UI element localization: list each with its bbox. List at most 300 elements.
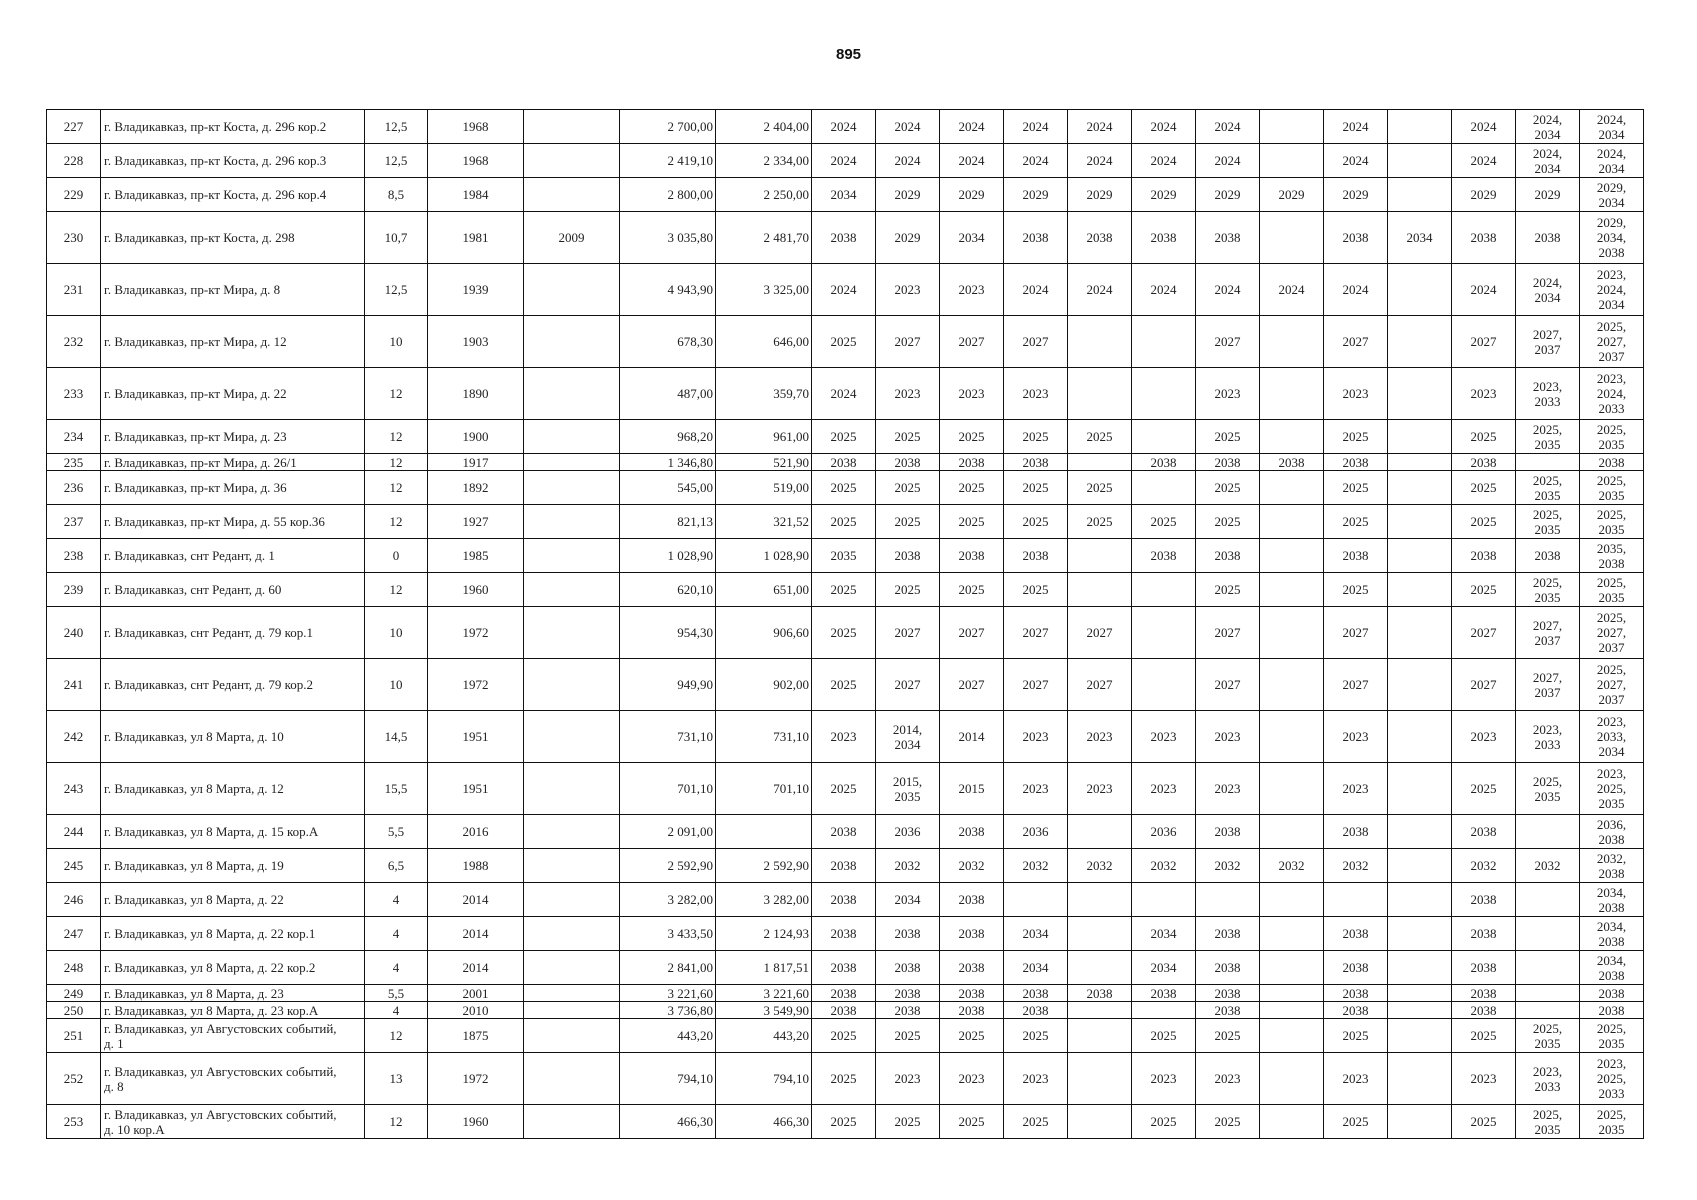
col-4-cell: 1985 bbox=[428, 539, 524, 573]
col-3-cell: 12 bbox=[365, 573, 428, 607]
col-4-cell: 1972 bbox=[428, 607, 524, 659]
area-living-cell: 961,00 bbox=[716, 420, 812, 454]
row-number-cell: 238 bbox=[47, 539, 101, 573]
col-9-cell: 2034 bbox=[876, 883, 940, 917]
address-cell: г. Владикавказ, пр-кт Мира, д. 22 bbox=[101, 368, 365, 420]
col-17-cell bbox=[1388, 539, 1452, 573]
col-19-cell: 2027, 2037 bbox=[1516, 659, 1580, 711]
col-12-cell bbox=[1068, 573, 1132, 607]
table-row bbox=[47, 1002, 1644, 1019]
col-9-cell: 2027 bbox=[876, 659, 940, 711]
address-cell: г. Владикавказ, пр-кт Мира, д. 8 bbox=[101, 264, 365, 316]
col-17-cell bbox=[1388, 178, 1452, 212]
col-5-cell bbox=[524, 1105, 620, 1139]
col-4-cell: 1927 bbox=[428, 505, 524, 539]
area-total-cell: 794,10 bbox=[620, 1053, 716, 1105]
col-3-cell: 0 bbox=[365, 539, 428, 573]
address-cell: г. Владикавказ, пр-кт Коста, д. 296 кор.4 bbox=[101, 178, 365, 212]
col-12-cell: 2038 bbox=[1068, 985, 1132, 1002]
address-cell: г. Владикавказ, ул Августовских событий, д. 10 кор.А bbox=[101, 1105, 365, 1139]
address-cell: г. Владикавказ, ул Августовских событий, д. 1 bbox=[101, 1019, 365, 1053]
col-4-cell: 2010 bbox=[428, 1002, 524, 1019]
col-15-cell bbox=[1260, 1002, 1324, 1019]
col-4-cell: 1968 bbox=[428, 144, 524, 178]
col-8-cell: 2025 bbox=[812, 763, 876, 815]
col-17-cell bbox=[1388, 763, 1452, 815]
col-16-cell: 2024 bbox=[1324, 264, 1388, 316]
row-number-cell: 252 bbox=[47, 1053, 101, 1105]
col-8-cell: 2038 bbox=[812, 917, 876, 951]
col-16-cell: 2027 bbox=[1324, 659, 1388, 711]
area-living-cell: 794,10 bbox=[716, 1053, 812, 1105]
col-11-cell: 2025 bbox=[1004, 1019, 1068, 1053]
col-13-cell: 2029 bbox=[1132, 178, 1196, 212]
col-12-cell bbox=[1068, 539, 1132, 573]
col-13-cell bbox=[1132, 420, 1196, 454]
col-9-cell: 2038 bbox=[876, 951, 940, 985]
col-10-cell: 2025 bbox=[940, 1105, 1004, 1139]
area-living-cell: 2 404,00 bbox=[716, 110, 812, 144]
page-number: 895 bbox=[835, 46, 862, 63]
col-4-cell: 1972 bbox=[428, 1053, 524, 1105]
col-16-cell: 2038 bbox=[1324, 985, 1388, 1002]
col-8-cell: 2038 bbox=[812, 951, 876, 985]
col-8-cell: 2025 bbox=[812, 1105, 876, 1139]
col-19-cell bbox=[1516, 815, 1580, 849]
address-cell: г. Владикавказ, ул 8 Марта, д. 12 bbox=[101, 763, 365, 815]
col-11-cell: 2034 bbox=[1004, 951, 1068, 985]
col-12-cell bbox=[1068, 1002, 1132, 1019]
col-8-cell: 2025 bbox=[812, 471, 876, 505]
col-11-cell: 2027 bbox=[1004, 316, 1068, 368]
col-5-cell bbox=[524, 539, 620, 573]
col-13-cell bbox=[1132, 573, 1196, 607]
table-row bbox=[47, 368, 1644, 420]
area-living-cell: 466,30 bbox=[716, 1105, 812, 1139]
col-9-cell: 2029 bbox=[876, 178, 940, 212]
table-row bbox=[47, 711, 1644, 763]
area-total-cell: 731,10 bbox=[620, 711, 716, 763]
col-17-cell bbox=[1388, 316, 1452, 368]
col-12-cell bbox=[1068, 815, 1132, 849]
col-19-cell bbox=[1516, 985, 1580, 1002]
col-5-cell bbox=[524, 1002, 620, 1019]
col-4-cell: 1890 bbox=[428, 368, 524, 420]
col-5-cell bbox=[524, 420, 620, 454]
col-14-cell: 2025 bbox=[1196, 573, 1260, 607]
col-13-cell bbox=[1132, 607, 1196, 659]
col-5-cell bbox=[524, 763, 620, 815]
col-12-cell: 2027 bbox=[1068, 607, 1132, 659]
col-15-cell bbox=[1260, 711, 1324, 763]
col-3-cell: 12 bbox=[365, 454, 428, 471]
col-18-cell: 2027 bbox=[1452, 316, 1516, 368]
col-8-cell: 2024 bbox=[812, 264, 876, 316]
col-13-cell: 2024 bbox=[1132, 110, 1196, 144]
col-18-cell: 2023 bbox=[1452, 711, 1516, 763]
col-19-cell: 2023, 2033 bbox=[1516, 368, 1580, 420]
col-11-cell: 2023 bbox=[1004, 763, 1068, 815]
area-total-cell: 3 035,80 bbox=[620, 212, 716, 264]
col-14-cell: 2024 bbox=[1196, 110, 1260, 144]
col-3-cell: 12,5 bbox=[365, 144, 428, 178]
col-20-cell: 2025, 2035 bbox=[1580, 1105, 1644, 1139]
area-total-cell: 443,20 bbox=[620, 1019, 716, 1053]
col-10-cell: 2038 bbox=[940, 539, 1004, 573]
address-cell: г. Владикавказ, ул 8 Марта, д. 15 кор.А bbox=[101, 815, 365, 849]
col-18-cell: 2038 bbox=[1452, 212, 1516, 264]
col-10-cell: 2025 bbox=[940, 573, 1004, 607]
col-10-cell: 2027 bbox=[940, 607, 1004, 659]
col-3-cell: 5,5 bbox=[365, 815, 428, 849]
col-5-cell bbox=[524, 607, 620, 659]
col-12-cell: 2023 bbox=[1068, 763, 1132, 815]
col-13-cell: 2038 bbox=[1132, 985, 1196, 1002]
col-13-cell: 2023 bbox=[1132, 763, 1196, 815]
col-19-cell: 2027, 2037 bbox=[1516, 607, 1580, 659]
col-15-cell bbox=[1260, 573, 1324, 607]
col-14-cell: 2038 bbox=[1196, 917, 1260, 951]
area-total-cell: 954,30 bbox=[620, 607, 716, 659]
col-11-cell: 2027 bbox=[1004, 659, 1068, 711]
col-3-cell: 12 bbox=[365, 505, 428, 539]
col-15-cell bbox=[1260, 917, 1324, 951]
table-row bbox=[47, 110, 1644, 144]
col-13-cell: 2024 bbox=[1132, 264, 1196, 316]
col-17-cell bbox=[1388, 1105, 1452, 1139]
col-15-cell bbox=[1260, 1019, 1324, 1053]
col-20-cell: 2025, 2027, 2037 bbox=[1580, 607, 1644, 659]
col-20-cell: 2025, 2035 bbox=[1580, 1019, 1644, 1053]
col-8-cell: 2038 bbox=[812, 815, 876, 849]
col-10-cell: 2027 bbox=[940, 316, 1004, 368]
col-20-cell: 2038 bbox=[1580, 1002, 1644, 1019]
col-15-cell bbox=[1260, 144, 1324, 178]
col-16-cell: 2023 bbox=[1324, 711, 1388, 763]
col-16-cell: 2038 bbox=[1324, 815, 1388, 849]
col-11-cell: 2027 bbox=[1004, 607, 1068, 659]
col-16-cell: 2025 bbox=[1324, 505, 1388, 539]
col-12-cell: 2023 bbox=[1068, 711, 1132, 763]
col-20-cell: 2025, 2027, 2037 bbox=[1580, 659, 1644, 711]
col-11-cell: 2024 bbox=[1004, 144, 1068, 178]
area-total-cell: 949,90 bbox=[620, 659, 716, 711]
col-16-cell: 2032 bbox=[1324, 849, 1388, 883]
col-14-cell: 2025 bbox=[1196, 1019, 1260, 1053]
col-4-cell: 1968 bbox=[428, 110, 524, 144]
col-16-cell: 2027 bbox=[1324, 607, 1388, 659]
col-17-cell bbox=[1388, 985, 1452, 1002]
area-living-cell: 2 592,90 bbox=[716, 849, 812, 883]
col-10-cell: 2014 bbox=[940, 711, 1004, 763]
row-number-cell: 237 bbox=[47, 505, 101, 539]
address-cell: г. Владикавказ, снт Редант, д. 79 кор.1 bbox=[101, 607, 365, 659]
col-14-cell: 2029 bbox=[1196, 178, 1260, 212]
col-13-cell bbox=[1132, 659, 1196, 711]
col-4-cell: 1903 bbox=[428, 316, 524, 368]
col-15-cell: 2024 bbox=[1260, 264, 1324, 316]
col-19-cell: 2023, 2033 bbox=[1516, 711, 1580, 763]
col-17-cell bbox=[1388, 917, 1452, 951]
col-4-cell: 1960 bbox=[428, 1105, 524, 1139]
col-18-cell: 2025 bbox=[1452, 1105, 1516, 1139]
area-living-cell: 1 817,51 bbox=[716, 951, 812, 985]
col-8-cell: 2038 bbox=[812, 985, 876, 1002]
col-11-cell: 2036 bbox=[1004, 815, 1068, 849]
col-12-cell: 2024 bbox=[1068, 264, 1132, 316]
col-16-cell: 2038 bbox=[1324, 212, 1388, 264]
row-number-cell: 246 bbox=[47, 883, 101, 917]
row-number-cell: 244 bbox=[47, 815, 101, 849]
col-5-cell bbox=[524, 917, 620, 951]
col-17-cell bbox=[1388, 144, 1452, 178]
col-19-cell: 2024, 2034 bbox=[1516, 144, 1580, 178]
col-12-cell bbox=[1068, 316, 1132, 368]
col-13-cell: 2034 bbox=[1132, 917, 1196, 951]
col-10-cell: 2038 bbox=[940, 1002, 1004, 1019]
col-5-cell bbox=[524, 815, 620, 849]
col-3-cell: 12 bbox=[365, 1105, 428, 1139]
area-living-cell: 2 124,93 bbox=[716, 917, 812, 951]
col-10-cell: 2025 bbox=[940, 1019, 1004, 1053]
area-living-cell: 651,00 bbox=[716, 573, 812, 607]
table-row bbox=[47, 1019, 1644, 1053]
col-19-cell: 2029 bbox=[1516, 178, 1580, 212]
col-8-cell: 2025 bbox=[812, 420, 876, 454]
address-cell: г. Владикавказ, снт Редант, д. 79 кор.2 bbox=[101, 659, 365, 711]
col-15-cell bbox=[1260, 763, 1324, 815]
col-19-cell: 2025, 2035 bbox=[1516, 763, 1580, 815]
col-14-cell: 2032 bbox=[1196, 849, 1260, 883]
col-16-cell: 2038 bbox=[1324, 917, 1388, 951]
row-number-cell: 239 bbox=[47, 573, 101, 607]
col-14-cell: 2027 bbox=[1196, 316, 1260, 368]
col-18-cell: 2025 bbox=[1452, 505, 1516, 539]
col-5-cell: 2009 bbox=[524, 212, 620, 264]
col-19-cell: 2038 bbox=[1516, 212, 1580, 264]
address-cell: г. Владикавказ, пр-кт Мира, д. 55 кор.36 bbox=[101, 505, 365, 539]
col-16-cell bbox=[1324, 883, 1388, 917]
col-14-cell: 2025 bbox=[1196, 1105, 1260, 1139]
table-row bbox=[47, 505, 1644, 539]
col-15-cell: 2032 bbox=[1260, 849, 1324, 883]
col-19-cell: 2038 bbox=[1516, 539, 1580, 573]
col-10-cell: 2025 bbox=[940, 471, 1004, 505]
col-8-cell: 2025 bbox=[812, 1019, 876, 1053]
col-11-cell: 2038 bbox=[1004, 1002, 1068, 1019]
col-8-cell: 2024 bbox=[812, 110, 876, 144]
row-number-cell: 250 bbox=[47, 1002, 101, 1019]
col-15-cell bbox=[1260, 420, 1324, 454]
col-12-cell: 2025 bbox=[1068, 420, 1132, 454]
housing-table bbox=[46, 109, 1644, 1139]
col-14-cell: 2038 bbox=[1196, 815, 1260, 849]
col-18-cell: 2038 bbox=[1452, 883, 1516, 917]
address-cell: г. Владикавказ, пр-кт Мира, д. 36 bbox=[101, 471, 365, 505]
col-5-cell bbox=[524, 711, 620, 763]
area-total-cell: 678,30 bbox=[620, 316, 716, 368]
col-18-cell: 2038 bbox=[1452, 1002, 1516, 1019]
row-number-cell: 234 bbox=[47, 420, 101, 454]
col-10-cell: 2027 bbox=[940, 659, 1004, 711]
col-18-cell: 2038 bbox=[1452, 454, 1516, 471]
col-20-cell: 2034, 2038 bbox=[1580, 917, 1644, 951]
col-18-cell: 2038 bbox=[1452, 985, 1516, 1002]
address-cell: г. Владикавказ, пр-кт Коста, д. 298 bbox=[101, 212, 365, 264]
row-number-cell: 232 bbox=[47, 316, 101, 368]
area-living-cell: 2 334,00 bbox=[716, 144, 812, 178]
col-11-cell: 2025 bbox=[1004, 573, 1068, 607]
col-18-cell: 2038 bbox=[1452, 917, 1516, 951]
area-total-cell: 3 736,80 bbox=[620, 1002, 716, 1019]
col-18-cell: 2025 bbox=[1452, 763, 1516, 815]
row-number-cell: 243 bbox=[47, 763, 101, 815]
col-13-cell bbox=[1132, 368, 1196, 420]
col-18-cell: 2023 bbox=[1452, 1053, 1516, 1105]
col-10-cell: 2038 bbox=[940, 883, 1004, 917]
col-14-cell: 2038 bbox=[1196, 212, 1260, 264]
col-18-cell: 2027 bbox=[1452, 659, 1516, 711]
col-15-cell bbox=[1260, 951, 1324, 985]
col-15-cell bbox=[1260, 883, 1324, 917]
col-4-cell: 1917 bbox=[428, 454, 524, 471]
col-20-cell: 2024, 2034 bbox=[1580, 110, 1644, 144]
col-20-cell: 2032, 2038 bbox=[1580, 849, 1644, 883]
col-16-cell: 2025 bbox=[1324, 471, 1388, 505]
col-20-cell: 2034, 2038 bbox=[1580, 951, 1644, 985]
area-living-cell: 321,52 bbox=[716, 505, 812, 539]
col-16-cell: 2029 bbox=[1324, 178, 1388, 212]
col-17-cell bbox=[1388, 505, 1452, 539]
address-cell: г. Владикавказ, пр-кт Коста, д. 296 кор.3 bbox=[101, 144, 365, 178]
table-row bbox=[47, 985, 1644, 1002]
col-18-cell: 2024 bbox=[1452, 110, 1516, 144]
col-4-cell: 1981 bbox=[428, 212, 524, 264]
table-row bbox=[47, 815, 1644, 849]
col-18-cell: 2023 bbox=[1452, 368, 1516, 420]
table-row bbox=[47, 1105, 1644, 1139]
col-14-cell: 2023 bbox=[1196, 763, 1260, 815]
col-16-cell: 2024 bbox=[1324, 110, 1388, 144]
col-18-cell: 2024 bbox=[1452, 144, 1516, 178]
area-total-cell: 3 433,50 bbox=[620, 917, 716, 951]
col-18-cell: 2025 bbox=[1452, 471, 1516, 505]
col-17-cell bbox=[1388, 1002, 1452, 1019]
col-9-cell: 2032 bbox=[876, 849, 940, 883]
col-17-cell bbox=[1388, 815, 1452, 849]
address-cell: г. Владикавказ, ул Августовских событий, д. 8 bbox=[101, 1053, 365, 1105]
col-16-cell: 2025 bbox=[1324, 420, 1388, 454]
col-19-cell: 2025, 2035 bbox=[1516, 1019, 1580, 1053]
area-total-cell: 701,10 bbox=[620, 763, 716, 815]
col-5-cell bbox=[524, 659, 620, 711]
area-total-cell: 2 841,00 bbox=[620, 951, 716, 985]
col-3-cell: 10 bbox=[365, 316, 428, 368]
area-total-cell: 3 221,60 bbox=[620, 985, 716, 1002]
col-12-cell bbox=[1068, 454, 1132, 471]
col-9-cell: 2024 bbox=[876, 110, 940, 144]
col-19-cell: 2023, 2033 bbox=[1516, 1053, 1580, 1105]
col-8-cell: 2038 bbox=[812, 454, 876, 471]
table-row bbox=[47, 1053, 1644, 1105]
col-5-cell bbox=[524, 264, 620, 316]
col-19-cell bbox=[1516, 917, 1580, 951]
col-4-cell: 2014 bbox=[428, 951, 524, 985]
address-cell: г. Владикавказ, ул 8 Марта, д. 22 кор.2 bbox=[101, 951, 365, 985]
table-row bbox=[47, 951, 1644, 985]
col-8-cell: 2024 bbox=[812, 368, 876, 420]
col-18-cell: 2038 bbox=[1452, 539, 1516, 573]
area-living-cell: 1 028,90 bbox=[716, 539, 812, 573]
col-20-cell: 2023, 2033, 2034 bbox=[1580, 711, 1644, 763]
col-16-cell: 2025 bbox=[1324, 1019, 1388, 1053]
col-19-cell: 2032 bbox=[1516, 849, 1580, 883]
row-number-cell: 231 bbox=[47, 264, 101, 316]
area-total-cell: 2 091,00 bbox=[620, 815, 716, 849]
col-14-cell: 2038 bbox=[1196, 985, 1260, 1002]
table-row bbox=[47, 178, 1644, 212]
col-9-cell: 2036 bbox=[876, 815, 940, 849]
col-10-cell: 2023 bbox=[940, 1053, 1004, 1105]
address-cell: г. Владикавказ, снт Редант, д. 60 bbox=[101, 573, 365, 607]
address-cell: г. Владикавказ, пр-кт Мира, д. 23 bbox=[101, 420, 365, 454]
col-14-cell: 2038 bbox=[1196, 1002, 1260, 1019]
col-19-cell: 2025, 2035 bbox=[1516, 471, 1580, 505]
col-8-cell: 2025 bbox=[812, 316, 876, 368]
address-cell: г. Владикавказ, ул 8 Марта, д. 19 bbox=[101, 849, 365, 883]
col-5-cell bbox=[524, 951, 620, 985]
col-4-cell: 1951 bbox=[428, 763, 524, 815]
area-living-cell: 359,70 bbox=[716, 368, 812, 420]
col-17-cell bbox=[1388, 1053, 1452, 1105]
col-20-cell: 2029, 2034 bbox=[1580, 178, 1644, 212]
col-9-cell: 2027 bbox=[876, 316, 940, 368]
row-number-cell: 245 bbox=[47, 849, 101, 883]
col-9-cell: 2015, 2035 bbox=[876, 763, 940, 815]
row-number-cell: 247 bbox=[47, 917, 101, 951]
col-3-cell: 4 bbox=[365, 951, 428, 985]
col-10-cell: 2025 bbox=[940, 505, 1004, 539]
col-3-cell: 4 bbox=[365, 917, 428, 951]
col-16-cell: 2038 bbox=[1324, 951, 1388, 985]
col-9-cell: 2029 bbox=[876, 212, 940, 264]
col-5-cell bbox=[524, 454, 620, 471]
col-17-cell bbox=[1388, 471, 1452, 505]
col-8-cell: 2035 bbox=[812, 539, 876, 573]
area-living-cell: 2 250,00 bbox=[716, 178, 812, 212]
col-11-cell: 2024 bbox=[1004, 264, 1068, 316]
col-13-cell: 2025 bbox=[1132, 505, 1196, 539]
col-9-cell: 2027 bbox=[876, 607, 940, 659]
col-11-cell: 2024 bbox=[1004, 110, 1068, 144]
col-5-cell bbox=[524, 1019, 620, 1053]
table-row bbox=[47, 917, 1644, 951]
col-20-cell: 2038 bbox=[1580, 985, 1644, 1002]
col-9-cell: 2023 bbox=[876, 264, 940, 316]
area-living-cell: 906,60 bbox=[716, 607, 812, 659]
col-9-cell: 2025 bbox=[876, 505, 940, 539]
area-total-cell: 466,30 bbox=[620, 1105, 716, 1139]
col-14-cell: 2025 bbox=[1196, 471, 1260, 505]
col-18-cell: 2027 bbox=[1452, 607, 1516, 659]
col-16-cell: 2024 bbox=[1324, 144, 1388, 178]
area-total-cell: 2 700,00 bbox=[620, 110, 716, 144]
address-cell: г. Владикавказ, ул 8 Марта, д. 10 bbox=[101, 711, 365, 763]
col-13-cell: 2023 bbox=[1132, 1053, 1196, 1105]
col-8-cell: 2025 bbox=[812, 659, 876, 711]
col-9-cell: 2025 bbox=[876, 420, 940, 454]
col-20-cell: 2035, 2038 bbox=[1580, 539, 1644, 573]
